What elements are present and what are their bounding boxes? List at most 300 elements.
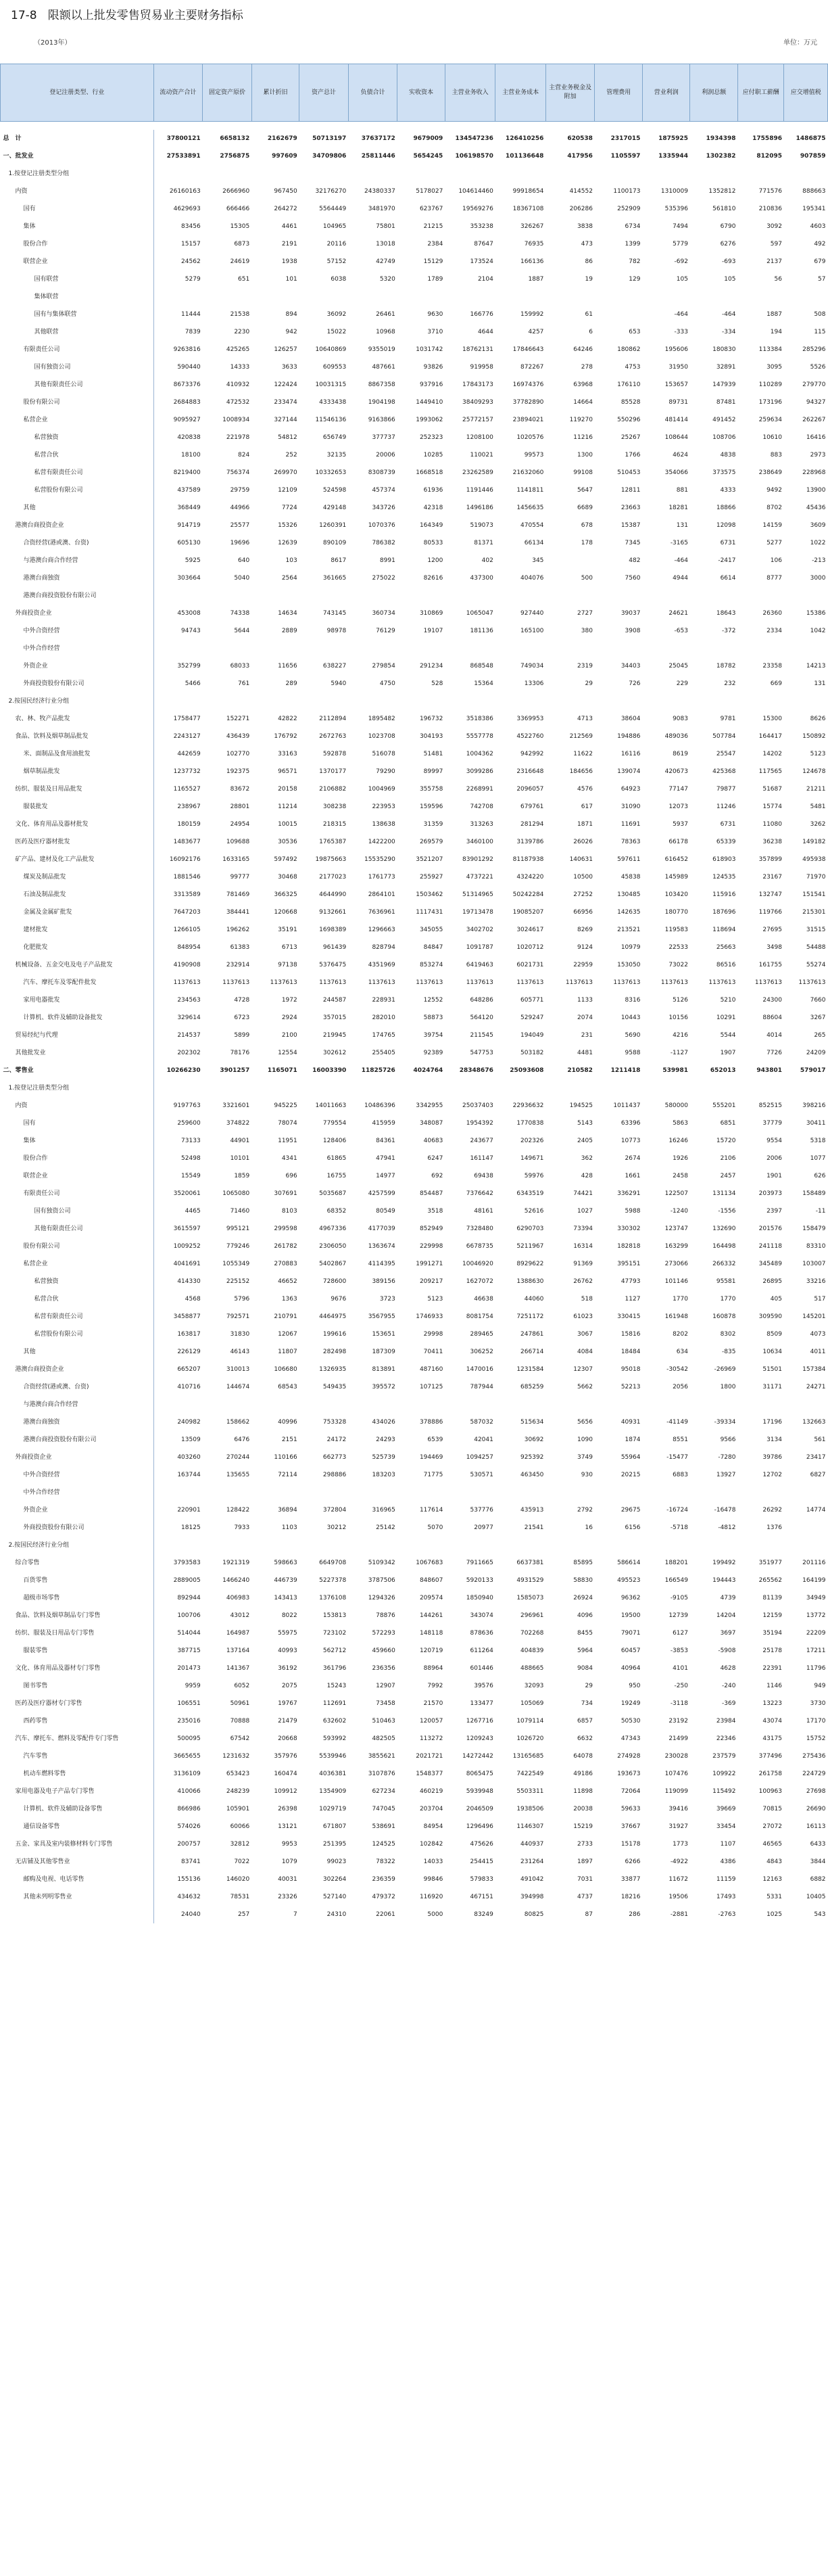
- row-label: 文化、体育用品及器材批发: [1, 816, 154, 833]
- table-cell: [737, 1079, 784, 1097]
- row-label: 家用电器及电子产品专门零售: [1, 1783, 154, 1800]
- table-cell: [299, 640, 349, 657]
- table-cell: 460219: [419, 1788, 443, 1795]
- table-cell: 44966: [230, 505, 250, 511]
- table-cell: 31359: [423, 821, 443, 828]
- table-row: [1, 1343, 828, 1361]
- table-cell: 50713197: [312, 135, 347, 142]
- table-cell: 491452: [712, 417, 736, 423]
- table-cell: 1031742: [416, 346, 443, 353]
- table-cell: 291234: [419, 663, 443, 670]
- table-cell: 3665655: [173, 1753, 201, 1760]
- table-cell: 91369: [573, 1261, 593, 1267]
- table-cell: 5211967: [516, 1243, 544, 1250]
- table-cell: 193673: [617, 1771, 641, 1777]
- table-cell: [690, 1484, 738, 1501]
- table-cell: [397, 640, 445, 657]
- table-cell: -372: [722, 628, 736, 634]
- table-cell: 6: [589, 329, 593, 335]
- table-cell: -693: [722, 258, 736, 265]
- table-cell: 26762: [573, 1278, 593, 1285]
- table-cell: 402: [481, 557, 493, 564]
- table-cell: 151541: [802, 891, 826, 898]
- table-cell: [251, 288, 299, 306]
- table-cell: 307691: [274, 1190, 297, 1197]
- table-cell: 442659: [177, 751, 201, 757]
- table-cell: 12307: [573, 1366, 593, 1373]
- table-cell: 180159: [177, 821, 201, 828]
- table-cell: 225152: [226, 1278, 250, 1285]
- table-cell: 61936: [423, 487, 443, 494]
- table-cell: 8103: [281, 1208, 297, 1215]
- table-cell: [545, 693, 595, 710]
- table-cell: 302264: [322, 1876, 347, 1883]
- table-cell: 403260: [177, 1454, 201, 1461]
- table-row: [1, 939, 828, 956]
- table-cell: 1376: [766, 1524, 782, 1531]
- table-cell: 1266105: [173, 927, 201, 933]
- table-cell: 10634: [762, 1349, 782, 1355]
- table-cell: 232: [724, 680, 736, 687]
- table-cell: 579017: [800, 1067, 826, 1074]
- table-cell: [642, 1484, 690, 1501]
- table-cell: 1746933: [416, 1313, 443, 1320]
- table-cell: 5690: [625, 1032, 641, 1039]
- table-header-row: [1, 64, 828, 122]
- table-cell: 420673: [664, 768, 688, 775]
- table-cell: 488665: [520, 1665, 544, 1672]
- table-cell: 9630: [427, 311, 443, 318]
- table-cell: 2191: [281, 241, 297, 248]
- table-cell: 3793583: [173, 1560, 201, 1566]
- table-cell: 35191: [278, 927, 297, 933]
- row-label: 外商投资股份有限公司: [1, 675, 154, 693]
- table-cell: [595, 1537, 643, 1554]
- table-cell: 107125: [419, 1384, 443, 1390]
- table-cell: 282010: [372, 1014, 395, 1021]
- table-cell: 52213: [620, 1384, 641, 1390]
- table-cell: 8219400: [173, 469, 201, 476]
- row-label: 金属及金属矿批发: [1, 904, 154, 921]
- row-label: 中外合资经营: [1, 1466, 154, 1484]
- table-cell: 6827: [810, 1472, 826, 1478]
- table-cell: 329614: [177, 1014, 201, 1021]
- table-cell: [251, 693, 299, 710]
- table-cell: [595, 1396, 643, 1413]
- table-cell: 279854: [372, 663, 395, 670]
- table-cell: 473: [581, 241, 593, 248]
- table-cell: 16416: [806, 434, 826, 441]
- table-cell: 3723: [379, 1296, 395, 1303]
- table-cell: 9084: [577, 1665, 593, 1672]
- table-cell: 238967: [177, 803, 201, 810]
- table-cell: 105: [724, 276, 736, 283]
- table-cell: 618903: [712, 856, 736, 863]
- table-cell: 11951: [278, 1138, 297, 1144]
- table-cell: 6476: [234, 1436, 250, 1443]
- table-row: [1, 1167, 828, 1185]
- table-cell: [545, 640, 595, 657]
- table-cell: [397, 587, 445, 605]
- table-cell: 113272: [419, 1735, 443, 1742]
- table-cell: 13223: [762, 1700, 782, 1707]
- table-cell: 202302: [177, 1050, 201, 1056]
- table-cell: 31830: [230, 1331, 250, 1338]
- table-cell: 131: [814, 680, 826, 687]
- table-cell: 11796: [806, 1665, 826, 1672]
- table-cell: 176792: [274, 733, 297, 740]
- table-cell: 31171: [762, 1384, 782, 1390]
- table-cell: 100706: [177, 1612, 201, 1619]
- table-cell: 137164: [226, 1647, 250, 1654]
- table-cell: 10968: [376, 329, 395, 335]
- row-label: 家用电器批发: [1, 991, 154, 1009]
- table-cell: 6734: [625, 223, 641, 230]
- table-cell: 854487: [419, 1190, 443, 1197]
- table-cell: 597492: [274, 856, 297, 863]
- table-cell: 11656: [278, 663, 297, 670]
- table-cell: -2417: [718, 557, 736, 564]
- table-cell: 361665: [322, 575, 347, 582]
- table-cell: 395151: [617, 1261, 641, 1267]
- table-body: [1, 122, 828, 1924]
- table-cell: [445, 587, 495, 605]
- table-cell: 150892: [802, 733, 826, 740]
- table-row: [1, 499, 828, 517]
- table-cell: 19107: [423, 628, 443, 634]
- table-cell: 298886: [322, 1472, 347, 1478]
- table-cell: 648286: [470, 997, 493, 1004]
- table-cell: 165100: [520, 628, 544, 634]
- table-cell: 42822: [278, 716, 297, 722]
- table-cell: 61383: [230, 944, 250, 951]
- table-cell: 14011663: [315, 1102, 347, 1109]
- table-cell: 372804: [322, 1507, 347, 1514]
- table-row: [1, 991, 828, 1009]
- table-cell: 3697: [720, 1630, 736, 1637]
- table-cell: 5925: [185, 557, 201, 564]
- table-cell: [545, 165, 595, 183]
- table-cell: 83310: [806, 1243, 826, 1250]
- table-cell: 184656: [569, 768, 593, 775]
- table-cell: 377496: [758, 1753, 782, 1760]
- table-cell: 482: [629, 557, 641, 564]
- table-cell: 214537: [177, 1032, 201, 1039]
- table-cell: 9679009: [413, 135, 443, 142]
- table-cell: [203, 1396, 252, 1413]
- table-cell: 231: [581, 1032, 593, 1039]
- table-cell: 20158: [278, 786, 297, 793]
- table-cell: 132690: [712, 1225, 736, 1232]
- table-row: [1, 1642, 828, 1660]
- table-cell: 5557778: [466, 733, 493, 740]
- table-cell: 623767: [419, 206, 443, 212]
- table-cell: 3633: [281, 364, 297, 371]
- table-cell: 3481970: [368, 206, 395, 212]
- table-cell: 1027: [577, 1208, 593, 1215]
- row-label: 医药及医疗器材批发: [1, 833, 154, 851]
- table-cell: 6713: [281, 944, 297, 951]
- table-cell: 101: [285, 276, 297, 283]
- table-cell: 14272442: [462, 1753, 493, 1760]
- table-cell: 22533: [668, 944, 688, 951]
- table-cell: 240982: [177, 1419, 201, 1426]
- table-row: [1, 904, 828, 921]
- table-cell: [445, 693, 495, 710]
- table-cell: 1146307: [516, 1823, 544, 1830]
- table-cell: 8617: [331, 557, 347, 564]
- table-cell: 4576: [577, 786, 593, 793]
- table-cell: 779246: [226, 1243, 250, 1250]
- table-cell: 7345: [625, 540, 641, 546]
- row-label: 计算机、软件及辅助设备批发: [1, 1009, 154, 1027]
- table-cell: 88964: [423, 1665, 443, 1672]
- table-cell: 6851: [720, 1120, 736, 1127]
- table-cell: 200757: [177, 1841, 201, 1848]
- table-cell: 665207: [177, 1366, 201, 1373]
- table-cell: 15752: [806, 1735, 826, 1742]
- table-cell: 2864101: [368, 891, 395, 898]
- table-cell: 627234: [372, 1788, 395, 1795]
- table-row: [1, 288, 828, 306]
- table-cell: 15387: [620, 522, 641, 529]
- table-cell: 8991: [379, 557, 395, 564]
- table-cell: [445, 640, 495, 657]
- table-cell: 10031315: [315, 381, 347, 388]
- table-row: [1, 446, 828, 464]
- table-cell: 57: [818, 276, 826, 283]
- table-cell: 81139: [762, 1595, 782, 1601]
- table-cell: 20668: [278, 1735, 297, 1742]
- table-cell: 99846: [423, 1876, 443, 1883]
- table-cell: 24040: [181, 1911, 201, 1918]
- table-cell: 5920133: [466, 1577, 493, 1584]
- table-cell: 146020: [226, 1876, 250, 1883]
- table-cell: [348, 693, 397, 710]
- table-cell: 119583: [664, 927, 688, 933]
- table-cell: 4333: [720, 487, 736, 494]
- table-cell: [445, 288, 495, 306]
- table-row: [1, 306, 828, 323]
- table-cell: 5988: [625, 1208, 641, 1215]
- table-cell: 131134: [712, 1190, 736, 1197]
- table-cell: 310013: [226, 1366, 250, 1373]
- table-cell: 229998: [419, 1243, 443, 1250]
- table-cell: 6266: [625, 1858, 641, 1865]
- column-header: 主营业务税金及附加: [545, 64, 595, 122]
- table-cell: 15022: [326, 329, 347, 335]
- table-cell: 5779: [673, 241, 688, 248]
- table-cell: -3165: [670, 540, 688, 546]
- table-row: [1, 921, 828, 939]
- table-cell: 2104: [477, 276, 493, 283]
- table-cell: 5526: [810, 364, 826, 371]
- table-row: [1, 218, 828, 235]
- row-label: 中外合资经营: [1, 622, 154, 640]
- table-cell: 395572: [372, 1384, 395, 1390]
- table-cell: 489036: [664, 733, 688, 740]
- table-cell: 1065080: [222, 1190, 250, 1197]
- table-cell: 620538: [567, 135, 593, 142]
- table-cell: 360734: [372, 610, 395, 617]
- table-cell: 2230: [234, 329, 250, 335]
- table-cell: 7839: [185, 329, 201, 335]
- table-cell: 4603: [810, 223, 826, 230]
- table-cell: 598663: [274, 1560, 297, 1566]
- table-cell: 1895482: [368, 716, 395, 722]
- table-cell: [153, 1537, 203, 1554]
- table-row: [1, 1554, 828, 1572]
- table-cell: 1042: [810, 628, 826, 634]
- table-cell: 2243127: [173, 733, 201, 740]
- row-label: 煤炭及制品批发: [1, 868, 154, 886]
- table-cell: 5539946: [319, 1753, 347, 1760]
- table-cell: 126257: [274, 346, 297, 353]
- table-cell: 86: [585, 258, 593, 265]
- table-cell: 679761: [520, 803, 544, 810]
- table-cell: 159992: [520, 311, 544, 318]
- table-cell: 257: [238, 1911, 250, 1918]
- table-cell: 6790: [720, 223, 736, 230]
- table-cell: 203973: [758, 1190, 782, 1197]
- table-cell: 549435: [322, 1384, 347, 1390]
- table-cell: 5035687: [319, 1190, 347, 1197]
- table-cell: 166136: [520, 258, 544, 265]
- table-cell: 7031: [577, 1876, 593, 1883]
- table-cell: 163817: [177, 1331, 201, 1338]
- table-cell: 16116: [620, 751, 641, 757]
- table-cell: 42041: [474, 1436, 493, 1443]
- row-label: 股份有限公司: [1, 394, 154, 411]
- table-cell: 2106882: [319, 786, 347, 793]
- table-cell: [784, 640, 828, 657]
- table-cell: 507784: [712, 733, 736, 740]
- table-cell: 5178027: [416, 188, 443, 195]
- table-cell: 32891: [716, 364, 736, 371]
- table-cell: 5647: [577, 487, 593, 494]
- table-cell: 653423: [226, 1771, 250, 1777]
- table-cell: 1137613: [565, 979, 593, 986]
- table-cell: 632602: [322, 1718, 347, 1725]
- table-cell: 653: [629, 329, 641, 335]
- table-cell: 78074: [278, 1120, 297, 1127]
- table-cell: 306252: [470, 1349, 493, 1355]
- table-cell: [545, 587, 595, 605]
- table-cell: 15157: [181, 241, 201, 248]
- table-cell: 634: [676, 1349, 688, 1355]
- table-cell: 60066: [230, 1823, 250, 1830]
- table-cell: 15364: [474, 680, 493, 687]
- table-cell: 15386: [806, 610, 826, 617]
- row-label: 其他批发业: [1, 1044, 154, 1062]
- table-cell: 44901: [230, 1138, 250, 1144]
- table-cell: 12098: [716, 522, 736, 529]
- table-row: [1, 1519, 828, 1537]
- table-cell: 662773: [322, 1454, 347, 1461]
- table-cell: 1117431: [416, 909, 443, 916]
- table-cell: 10015: [278, 821, 297, 828]
- table-cell: 1954392: [466, 1120, 493, 1127]
- table-cell: 141367: [226, 1665, 250, 1672]
- table-cell: 6343519: [516, 1190, 544, 1197]
- table-row: [1, 780, 828, 798]
- table-cell: -464: [722, 311, 736, 318]
- table-cell: 4011: [810, 1349, 826, 1355]
- table-cell: 1004362: [466, 751, 493, 757]
- table-cell: 29998: [423, 1331, 443, 1338]
- table-cell: 345489: [758, 1261, 782, 1267]
- table-cell: 264272: [274, 206, 297, 212]
- table-cell: 651: [238, 276, 250, 283]
- table-cell: 228968: [802, 469, 826, 476]
- table-cell: 12163: [762, 1876, 782, 1883]
- table-cell: [595, 1079, 643, 1097]
- table-cell: 9355019: [368, 346, 395, 353]
- table-cell: 4750: [379, 680, 395, 687]
- table-cell: 1668518: [416, 469, 443, 476]
- table-cell: 1231632: [222, 1753, 250, 1760]
- table-cell: 22391: [762, 1665, 782, 1672]
- table-cell: 26461: [376, 311, 395, 318]
- table-cell: 1133: [577, 997, 593, 1004]
- table-cell: 5940: [331, 680, 347, 687]
- table-cell: 7660: [810, 997, 826, 1004]
- column-header: 实收资本: [397, 64, 445, 122]
- table-cell: 27533891: [166, 153, 201, 160]
- table-cell: 8316: [625, 997, 641, 1004]
- table-cell: 4101: [673, 1665, 688, 1672]
- row-label: 米、面制品及食用油批发: [1, 745, 154, 763]
- table-cell: 5937: [673, 821, 688, 828]
- table-cell: 21479: [278, 1718, 297, 1725]
- table-row: [1, 851, 828, 868]
- table-cell: -15477: [666, 1454, 688, 1461]
- table-cell: 10285: [423, 452, 443, 459]
- table-cell: 17196: [762, 1419, 782, 1426]
- table-cell: [495, 1396, 546, 1413]
- table-cell: 14159: [762, 522, 782, 529]
- table-cell: 514044: [177, 1630, 201, 1637]
- table-row: [1, 1624, 828, 1642]
- table-cell: 1055349: [222, 1261, 250, 1267]
- table-cell: 36894: [278, 1507, 297, 1514]
- table-cell: 590440: [177, 364, 201, 371]
- table-cell: [642, 640, 690, 657]
- table-cell: [299, 693, 349, 710]
- table-cell: 1326935: [319, 1366, 347, 1373]
- table-cell: 289: [285, 680, 297, 687]
- table-cell: 601446: [470, 1665, 493, 1672]
- row-label: 国有: [1, 1115, 154, 1132]
- table-cell: [299, 1537, 349, 1554]
- table-cell: 17843173: [462, 381, 493, 388]
- table-cell: 9781: [720, 716, 736, 722]
- table-cell: 6156: [625, 1524, 641, 1531]
- table-cell: 564120: [470, 1014, 493, 1021]
- table-cell: 101136648: [506, 153, 544, 160]
- table-cell: [642, 288, 690, 306]
- table-cell: 252323: [419, 434, 443, 441]
- table-cell: -250: [674, 1683, 688, 1689]
- table-cell: 81371: [474, 540, 493, 546]
- table-cell: [784, 693, 828, 710]
- table-cell: 1926: [673, 1155, 688, 1162]
- table-cell: 220901: [177, 1507, 201, 1514]
- table-cell: 95581: [716, 1278, 736, 1285]
- table-cell: 10773: [620, 1138, 641, 1144]
- table-cell: 779554: [322, 1120, 347, 1127]
- table-row: [1, 763, 828, 780]
